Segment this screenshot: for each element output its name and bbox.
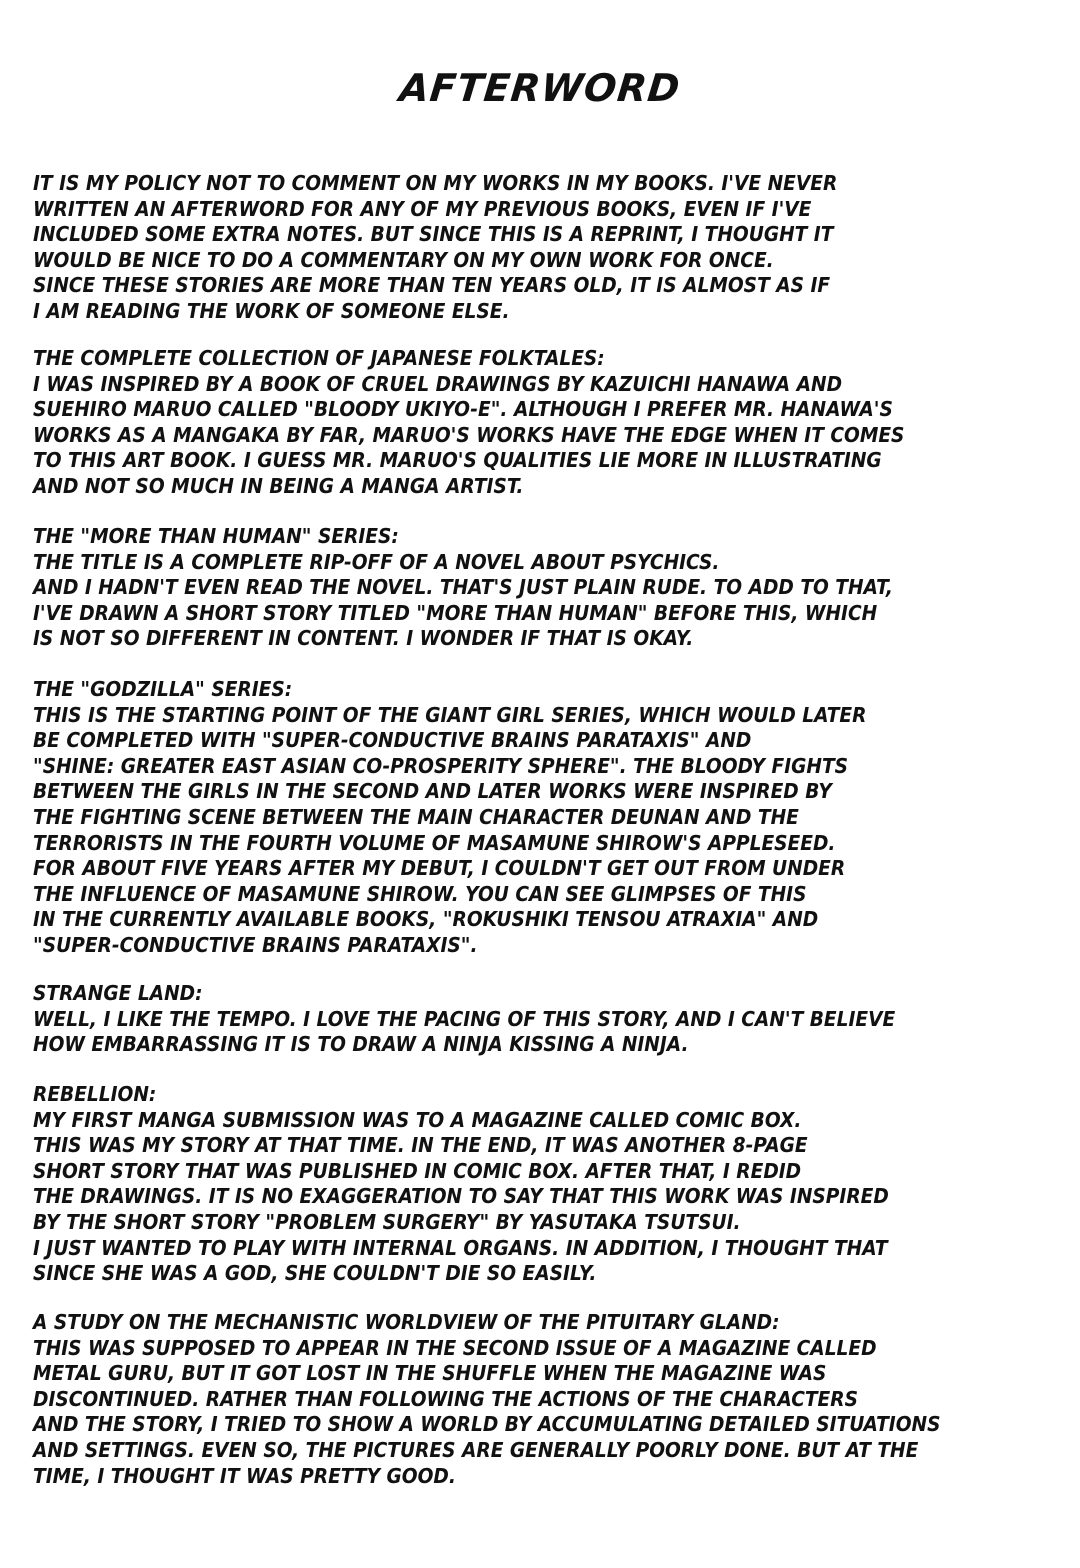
section-godzilla xyxy=(33,677,1063,959)
text-line: BETWEEN THE GIRLS IN THE SECOND AND LATER WORKS WERE INSPIRED BY xyxy=(33,779,832,804)
section-pituitary-gland xyxy=(33,1310,1063,1489)
text-line: WRITTEN AN AFTERWORD FOR ANY OF MY PREVIOUS BOOKS, EVEN IF I'VE xyxy=(33,196,812,221)
text-line: THIS WAS SUPPOSED TO APPEAR IN THE SECOND ISSUE OF A MAGAZINE CALLED xyxy=(33,1335,877,1360)
text-line: AND THE STORY, I TRIED TO SHOW A WORLD BY ACCUMULATING DETAILED SITUATIONS xyxy=(33,1412,941,1437)
text-line: I JUST WANTED TO PLAY WITH INTERNAL ORGANS. IN ADDITION, I THOUGHT THAT xyxy=(33,1235,888,1260)
text-line: I'VE DRAWN A SHORT STORY TITLED "MORE THAN HUMAN" BEFORE THIS, WHICH xyxy=(33,600,878,625)
text-line: AND SETTINGS. EVEN SO, THE PICTURES ARE GENERALLY POORLY DONE. BUT AT THE xyxy=(33,1437,919,1462)
text-line: BY THE SHORT STORY "PROBLEM SURGERY" BY YASUTAKA TSUTSUI. xyxy=(33,1209,741,1234)
section-heading: THE COMPLETE COLLECTION OF JAPANESE FOLKTALES: xyxy=(33,346,605,370)
section-intro xyxy=(33,171,1063,325)
text-line: IT IS MY POLICY NOT TO COMMENT ON MY WORKS IN MY BOOKS. I'VE NEVER xyxy=(33,171,838,195)
text-line: MY FIRST MANGA SUBMISSION WAS TO A MAGAZINE CALLED COMIC BOX. xyxy=(33,1107,802,1132)
text-line: SINCE THESE STORIES ARE MORE THAN TEN YEARS OLD, IT IS ALMOST AS IF xyxy=(33,273,831,298)
text-line: THIS WAS MY STORY AT THAT TIME. IN THE END, IT WAS ANOTHER 8-PAGE xyxy=(33,1133,808,1158)
text-line: SINCE SHE WAS A GOD, SHE COULDN'T DIE SO EASILY. xyxy=(33,1261,597,1286)
text-line: WORKS AS A MANGAKA BY FAR, MARUO'S WORKS HAVE THE EDGE WHEN IT COMES xyxy=(33,422,905,447)
text-line: "SUPER-CONDUCTIVE BRAINS PARATAXIS". xyxy=(33,932,478,957)
section-strange-land xyxy=(33,981,1063,1058)
text-line: "SHINE: GREATER EAST ASIAN CO-PROSPERITY SPHERE". THE BLOODY FIGHTS xyxy=(33,753,849,778)
text-line: AND I HADN'T EVEN READ THE NOVEL. THAT'S JUST PLAIN RUDE. TO ADD TO THAT, xyxy=(33,575,893,600)
section-heading: THE "GODZILLA" SERIES: xyxy=(33,677,293,701)
section-folktales xyxy=(33,346,1063,500)
text-line: THIS IS THE STARTING POINT OF THE GIANT GIRL SERIES, WHICH WOULD LATER xyxy=(33,702,867,727)
text-line: TIME, I THOUGHT IT WAS PRETTY GOOD. xyxy=(33,1463,456,1488)
text-line: DISCONTINUED. RATHER THAN FOLLOWING THE ACTIONS OF THE CHARACTERS xyxy=(33,1386,858,1411)
section-heading: THE "MORE THAN HUMAN" SERIES: xyxy=(33,524,399,548)
text-line: AND NOT SO MUCH IN BEING A MANGA ARTIST. xyxy=(33,473,524,498)
text-line: METAL GURU, BUT IT GOT LOST IN THE SHUFFLE WHEN THE MAGAZINE WAS xyxy=(33,1361,827,1386)
text-line: IS NOT SO DIFFERENT IN CONTENT. I WONDER IF THAT IS OKAY. xyxy=(33,626,694,651)
text-line: BE COMPLETED WITH "SUPER-CONDUCTIVE BRAINS PARATAXIS" AND xyxy=(33,728,752,753)
text-line: I WAS INSPIRED BY A BOOK OF CRUEL DRAWINGS BY KAZUICHI HANAWA AND xyxy=(33,371,843,396)
text-line: WELL, I LIKE THE TEMPO. I LOVE THE PACING OF THIS STORY, AND I CAN'T BELIEVE xyxy=(33,1006,896,1031)
section-heading: REBELLION: xyxy=(33,1082,157,1106)
text-line: FOR ABOUT FIVE YEARS AFTER MY DEBUT, I COULDN'T GET OUT FROM UNDER xyxy=(33,856,846,881)
text-line: THE DRAWINGS. IT IS NO EXAGGERATION TO SAY THAT THIS WORK WAS INSPIRED xyxy=(33,1184,889,1209)
text-line: SHORT STORY THAT WAS PUBLISHED IN COMIC BOX. AFTER THAT, I REDID xyxy=(33,1158,802,1183)
text-line: TO THIS ART BOOK. I GUESS MR. MARUO'S QUALITIES LIE MORE IN ILLUSTRATING xyxy=(33,448,882,473)
text-line: SUEHIRO MARUO CALLED "BLOODY UKIYO-E". ALTHOUGH I PREFER MR. HANAWA'S xyxy=(33,397,893,422)
text-line: THE INFLUENCE OF MASAMUNE SHIROW. YOU CAN SEE GLIMPSES OF THIS xyxy=(33,881,807,906)
page-title: AFTERWORD xyxy=(397,66,683,110)
text-line: INCLUDED SOME EXTRA NOTES. BUT SINCE THIS IS A REPRINT, I THOUGHT IT xyxy=(33,222,834,247)
section-heading: A STUDY ON THE MECHANISTIC WORLDVIEW OF THE PITUITARY GLAND: xyxy=(33,1310,780,1334)
section-more-than-human xyxy=(33,524,1063,652)
section-rebellion xyxy=(33,1082,1063,1287)
text-line: I AM READING THE WORK OF SOMEONE ELSE. xyxy=(33,298,510,323)
text-line: HOW EMBARRASSING IT IS TO DRAW A NINJA KISSING A NINJA. xyxy=(33,1032,689,1057)
section-heading: STRANGE LAND: xyxy=(33,981,203,1005)
text-line: THE TITLE IS A COMPLETE RIP-OFF OF A NOVEL ABOUT PSYCHICS. xyxy=(33,549,720,574)
text-line: TERRORISTS IN THE FOURTH VOLUME OF MASAMUNE SHIROW'S APPLESEED. xyxy=(33,830,836,855)
text-line: THE FIGHTING SCENE BETWEEN THE MAIN CHARACTER DEUNAN AND THE xyxy=(33,804,799,829)
text-line: WOULD BE NICE TO DO A COMMENTARY ON MY OWN WORK FOR ONCE. xyxy=(33,247,774,272)
text-line: IN THE CURRENTLY AVAILABLE BOOKS, "ROKUSHIKI TENSOU ATRAXIA" AND xyxy=(33,907,819,932)
